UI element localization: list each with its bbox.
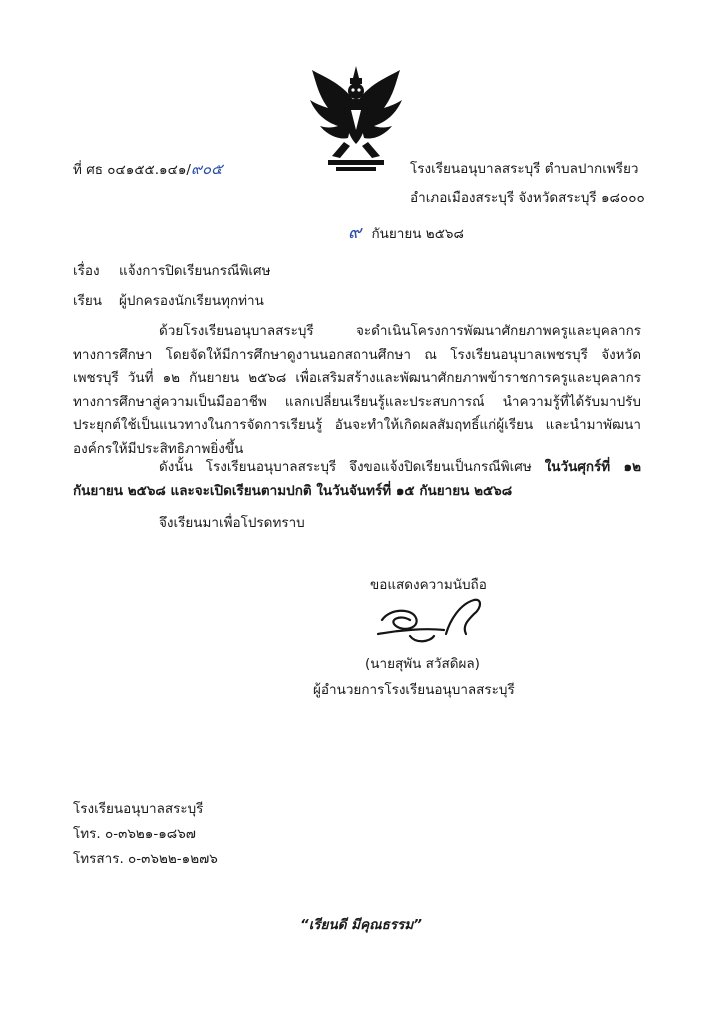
subject-label: เรื่อง [73, 263, 100, 279]
signer-position: ผู้อำนวยการโรงเรียนอนุบาลสระบุรี [313, 682, 515, 698]
closing-salutation: ขอแสดงความนับถือ [370, 577, 487, 593]
school-address-line2: อำเภอเมืองสระบุรี จังหวัดสระบุรี ๑๘๐๐๐ [410, 190, 645, 206]
letter-date [348, 224, 464, 243]
paragraph-2-bold: ในวันศุกร์ที่ ๑๒ กันยายน ๒๕๖๘ และจะเปิดเรียนตามปกติ ในวันจันทร์ที่ ๑๕ กันยายน ๒๕๖๘ [73, 459, 641, 499]
signer-name: (นายสุพัน สวัสดิผล) [365, 656, 480, 672]
date-printed: กันยายน ๒๕๖๘ [371, 226, 464, 242]
body-paragraph-1: ด้วยโรงเรียนอนุบาลสระบุรี จะดำเนินโครงการพัฒนาศักยภาพครูและบุคลากรทางการศึกษา โดยจัดให้มีการศึกษาดูงานนอกสถานศึกษา ณ โรงเรียนอนุบาลเพชรบุรี จังหวัดเพชรบุรี วันที่ ๑๒ กันยายน ๒๕๖๘ เพื่อเสริมสร้างและพัฒนาศักยภาพข้าราชการครูและบุคลากรทางการศึกษาสู่ความเป็นมืออาชีพ แลกเปลี่ยนเรียนรู้และประสบการณ์ นำความรู้ที่ได้รับมาปรับประยุกต์ใช้เป็นแนวทางในการจัดการเรียนรู้ อันจะทำให้เกิดผลสัมฤทธิ์แก่ผู้เรียน และนำมาพัฒนาองค์กรให้มีประสิทธิภาพยิ่งขึ้น [73, 323, 641, 457]
footer-school: โรงเรียนอนุบาลสระบุรี [73, 801, 204, 817]
addressee-text: ผู้ปกครองนักเรียนทุกท่าน [119, 293, 264, 309]
closing-sentence: จึงเรียนมาเพื่อโปรดทราบ [159, 515, 305, 531]
reference-handwritten: ๙๐๕ [190, 160, 223, 178]
footer-fax: โทรสาร. ๐-๓๖๒๒-๑๒๗๖ [73, 851, 218, 867]
school-address-line1: โรงเรียนอนุบาลสระบุรี ตำบลปากเพรียว [410, 161, 639, 177]
addressee-line [73, 292, 264, 310]
date-handwritten: ๙ [348, 222, 362, 243]
school-motto: “เรียนดี มีคุณธรรม” [300, 917, 422, 933]
subject-line [73, 262, 270, 280]
footer-phone: โทร. ๐-๓๖๒๑-๑๘๖๗ [73, 826, 196, 842]
garuda-emblem-icon [304, 64, 408, 174]
paragraph-2-normal: ดังนั้น โรงเรียนอนุบาลสระบุรี จึงขอแจ้งปิดเรียนเป็นกรณีพิเศษ [159, 459, 545, 475]
subject-text: แจ้งการปิดเรียนกรณีพิเศษ [119, 263, 271, 279]
reference-number [73, 160, 222, 179]
handwritten-signature [370, 590, 490, 650]
reference-printed: ที่ ศธ ๐๔๑๕๕.๑๔๑/ [73, 162, 191, 178]
body-paragraph-2 [73, 456, 641, 503]
addressee-label: เรียน [73, 293, 103, 309]
